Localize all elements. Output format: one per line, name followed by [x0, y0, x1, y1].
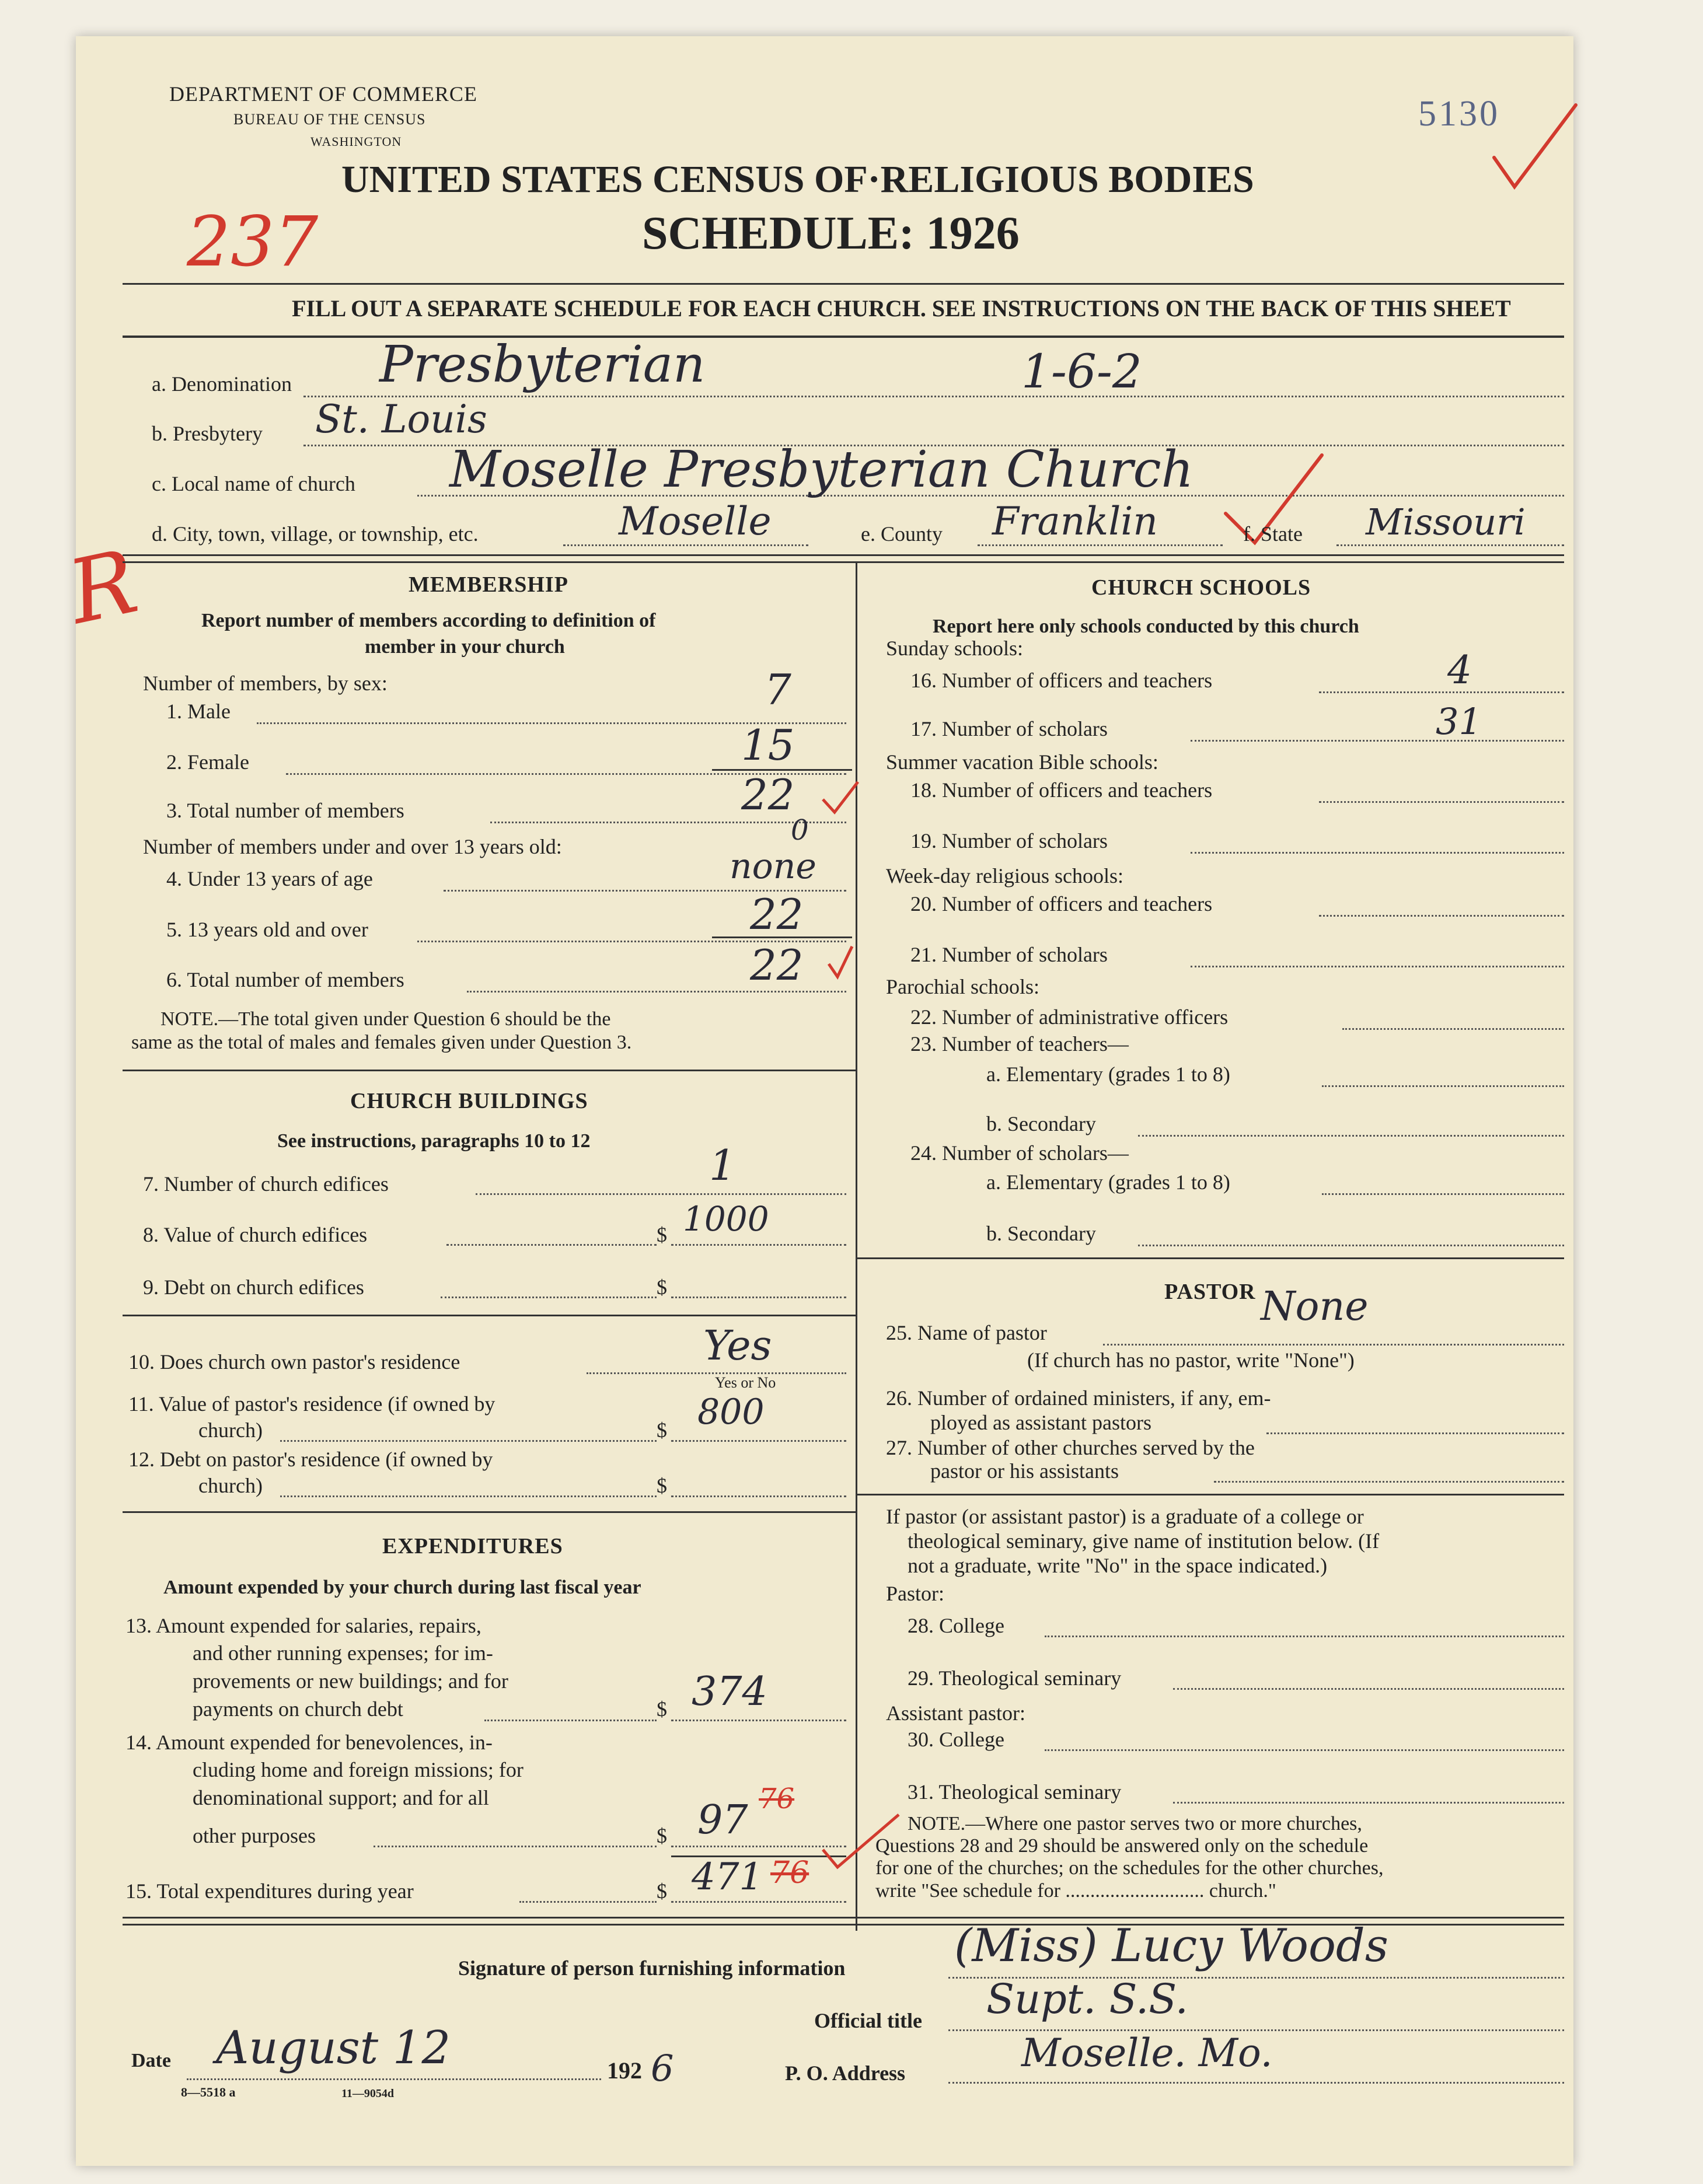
q17-label: 17. Number of scholars: [910, 717, 1108, 740]
pastor-note: write "See schedule for ............................ church.": [875, 1880, 1276, 1902]
q10-value[interactable]: Yes: [703, 1322, 772, 1369]
q17-value[interactable]: 31: [1436, 700, 1482, 743]
q13-label: provements or new buildings; and for: [193, 1669, 508, 1693]
print-number: 11—9054d: [341, 2087, 395, 2100]
yes-no-hint: Yes or No: [715, 1374, 776, 1391]
q11-amount-line: [671, 1440, 846, 1442]
divider: [123, 336, 1564, 338]
graduate-instruction: not a graduate, write "No" in the space indicated.): [908, 1554, 1328, 1577]
q29-label: 29. Theological seminary: [908, 1666, 1122, 1690]
q14-label: cluding home and foreign missions; for: [193, 1758, 524, 1781]
q15-line: [519, 1901, 657, 1903]
schedule-title: SCHEDULE: 1926: [642, 208, 1020, 259]
po-address-label: P. O. Address: [785, 2061, 906, 2085]
q19-line: [1191, 852, 1564, 854]
q6-value[interactable]: 22: [750, 941, 804, 990]
q6-line: [467, 991, 846, 993]
q14-struck-value: 76: [759, 1783, 795, 1815]
q10-label: 10. Does church own pastor's residence: [128, 1350, 460, 1374]
q8-dollar: $: [657, 1223, 667, 1246]
membership-intro: member in your church: [365, 636, 565, 658]
q8-amount-line: [671, 1244, 846, 1246]
pastor-note: Questions 28 and 29 should be answered only on the schedule: [875, 1835, 1369, 1857]
q23-label: 23. Number of teachers—: [910, 1032, 1129, 1056]
pastor-note: NOTE.—Where one pastor serves two or more churches,: [908, 1813, 1362, 1834]
official-title-value[interactable]: Supt. S.S.: [986, 1975, 1188, 2023]
city-header: WASHINGTON: [310, 134, 402, 149]
city-value[interactable]: Moselle: [619, 499, 772, 544]
graduate-instruction: theological seminary, give name of institution below. (If: [908, 1529, 1380, 1553]
column-divider: [856, 561, 857, 1931]
red-check-mark: [817, 776, 864, 817]
denomination-code[interactable]: 1-6-2: [1021, 344, 1142, 399]
church-name-value[interactable]: Moselle Presbyterian Church: [449, 441, 1194, 499]
sunday-schools-label: Sunday schools:: [886, 637, 1024, 660]
pastor-note: for one of the churches; on the schedules for the other churches,: [875, 1857, 1384, 1879]
assistant-pastor-subheading: Assistant pastor:: [886, 1701, 1025, 1725]
expenditures-sub: Amount expended by your church during last fiscal year: [163, 1577, 641, 1598]
q31-line: [1173, 1802, 1564, 1804]
divider: [123, 554, 1564, 556]
membership-note: NOTE.—The total given under Question 6 should be the: [160, 1008, 611, 1030]
po-address-value[interactable]: Moselle. Mo.: [1021, 2031, 1273, 2075]
q12-label: 12. Debt on pastor's residence (if owned by: [128, 1448, 493, 1471]
q11-dollar: $: [657, 1418, 667, 1442]
q22-label: 22. Number of administrative officers: [910, 1005, 1229, 1029]
q4-zero: 0: [791, 814, 809, 847]
members-by-age-label: Number of members under and over 13 years old:: [143, 835, 562, 858]
q1-value[interactable]: 7: [765, 665, 791, 714]
membership-heading: MEMBERSHIP: [409, 572, 568, 597]
q26-line: [1266, 1432, 1564, 1434]
q24b-label: b. Secondary: [986, 1222, 1096, 1245]
q12-dollar: $: [657, 1474, 667, 1497]
q22-line: [1342, 1028, 1564, 1030]
q8-value[interactable]: 1000: [683, 1199, 769, 1239]
schools-sub: Report here only schools conducted by this church: [933, 616, 1359, 637]
buildings-sub: See instructions, paragraphs 10 to 12: [277, 1130, 591, 1152]
q15-value[interactable]: 471: [692, 1855, 763, 1899]
q5-value[interactable]: 22: [750, 890, 804, 939]
q27-label: 27. Number of other churches served by the: [886, 1436, 1255, 1459]
q7-line: [476, 1193, 846, 1195]
red-check-mark: [1482, 99, 1587, 198]
q15-amount-line: [671, 1901, 846, 1903]
po-address-line: [948, 2082, 1564, 2084]
q9-amount-line: [671, 1297, 846, 1298]
sum-line: [712, 937, 852, 938]
state-value[interactable]: Missouri: [1366, 501, 1526, 543]
q12-label: church): [198, 1474, 263, 1497]
divider: [856, 1494, 1564, 1495]
q14-label: denominational support; and for all: [193, 1786, 489, 1809]
q26-label: 26. Number of ordained ministers, if any, em-: [886, 1386, 1271, 1410]
q26-label: ployed as assistant pastors: [930, 1411, 1151, 1434]
department-header: DEPARTMENT OF COMMERCE: [169, 82, 477, 106]
q17-line: [1191, 740, 1564, 742]
city-line: [563, 544, 808, 546]
q7-value[interactable]: 1: [709, 1141, 736, 1190]
q11-label: church): [198, 1418, 263, 1442]
q13-dollar: $: [657, 1697, 667, 1721]
q28-line: [1045, 1636, 1564, 1637]
form-number: 8—5518 a: [181, 2085, 236, 2099]
q12-amount-line: [671, 1495, 846, 1497]
members-by-sex-label: Number of members, by sex:: [143, 672, 388, 695]
q30-line: [1045, 1749, 1564, 1751]
presbytery-value[interactable]: St. Louis: [315, 397, 487, 442]
denomination-line: [303, 396, 1564, 397]
year-value[interactable]: 6: [651, 2047, 674, 2089]
q4-label: 4. Under 13 years of age: [166, 867, 373, 890]
q29-line: [1173, 1688, 1564, 1690]
state-label: f. State: [1243, 522, 1303, 546]
q13-amount-line: [671, 1720, 846, 1721]
q13-label: 13. Amount expended for salaries, repairs,: [125, 1614, 481, 1637]
q20-label: 20. Number of officers and teachers: [910, 892, 1213, 915]
red-letter-r: R: [60, 531, 146, 644]
membership-note: same as the total of males and females given under Question 3.: [131, 1032, 632, 1053]
q24a-line: [1322, 1193, 1564, 1195]
q14-dollar: $: [657, 1824, 667, 1847]
q9-dollar: $: [657, 1276, 667, 1299]
form-instruction: FILL OUT A SEPARATE SCHEDULE FOR EACH CHURCH. SEE INSTRUCTIONS ON THE BACK OF THIS SHEET: [292, 295, 1511, 322]
q4-value[interactable]: none: [730, 846, 816, 887]
city-label: d. City, town, village, or township, etc.: [152, 522, 479, 546]
q9-line: [441, 1297, 657, 1298]
q13-line: [484, 1720, 657, 1721]
denomination-label: a. Denomination: [152, 372, 292, 396]
pastor-heading: PASTOR: [1164, 1280, 1256, 1304]
q28-label: 28. College: [908, 1614, 1004, 1637]
q14-label: other purposes: [193, 1824, 316, 1847]
q15-dollar: $: [657, 1879, 667, 1903]
q9-label: 9. Debt on church edifices: [143, 1276, 364, 1299]
q21-label: 21. Number of scholars: [910, 943, 1108, 966]
q24b-line: [1138, 1245, 1564, 1246]
q24-label: 24. Number of scholars—: [910, 1141, 1129, 1165]
membership-intro: Report number of members according to definition of: [201, 610, 656, 631]
q25-value[interactable]: None: [1261, 1284, 1369, 1330]
q5-label: 5. 13 years old and over: [166, 918, 368, 941]
q24a-label: a. Elementary (grades 1 to 8): [986, 1170, 1230, 1194]
signature-value[interactable]: (Miss) Lucy Woods: [954, 1920, 1388, 1972]
q14-value[interactable]: 97: [697, 1797, 748, 1843]
divider: [123, 561, 1564, 563]
county-line: [978, 544, 1223, 546]
q7-label: 7. Number of church edifices: [143, 1172, 389, 1196]
denomination-value[interactable]: Presbyterian: [379, 336, 706, 394]
q12-line: [280, 1495, 657, 1497]
q27-line: [1214, 1481, 1564, 1483]
form-title: UNITED STATES CENSUS OF·RELIGIOUS BODIES: [341, 158, 1254, 201]
parochial-schools-label: Parochial schools:: [886, 975, 1039, 998]
q2-value[interactable]: 15: [741, 721, 795, 770]
weekday-schools-label: Week-day religious schools:: [886, 864, 1124, 887]
pastor-subheading: Pastor:: [886, 1582, 945, 1605]
signature-label: Signature of person furnishing information: [458, 1956, 846, 1980]
q15-struck-value: 76: [770, 1855, 809, 1891]
date-line: [187, 2078, 601, 2080]
divider: [123, 1917, 1564, 1919]
q11-label: 11. Value of pastor's residence (if owned by: [128, 1392, 495, 1416]
q23b-line: [1138, 1135, 1564, 1137]
q2-label: 2. Female: [166, 750, 249, 774]
red-file-number: 237: [187, 201, 319, 282]
q19-label: 19. Number of scholars: [910, 829, 1108, 852]
q18-line: [1319, 801, 1564, 803]
q13-label: payments on church debt: [193, 1697, 403, 1721]
divider: [123, 1070, 856, 1071]
divider: [123, 1511, 856, 1513]
year-prefix: 192: [607, 2057, 642, 2084]
q11-value[interactable]: 800: [697, 1392, 765, 1432]
q31-label: 31. Theological seminary: [908, 1780, 1122, 1804]
q20-line: [1319, 915, 1564, 917]
q16-value[interactable]: 4: [1447, 648, 1472, 693]
schools-heading: CHURCH SCHOOLS: [1091, 575, 1311, 600]
q16-line: [1319, 691, 1564, 693]
q25-note: (If church has no pastor, write "None"): [1027, 1348, 1355, 1372]
q30-label: 30. College: [908, 1728, 1004, 1751]
q15-label: 15. Total expenditures during year: [125, 1879, 414, 1903]
expenditures-heading: EXPENDITURES: [382, 1534, 563, 1558]
q27-label: pastor or his assistants: [930, 1459, 1119, 1483]
graduate-instruction: If pastor (or assistant pastor) is a graduate of a college or: [886, 1505, 1364, 1528]
divider: [123, 1315, 856, 1316]
q25-line: [1103, 1344, 1564, 1346]
church-name-label: c. Local name of church: [152, 472, 355, 495]
q23a-line: [1322, 1085, 1564, 1087]
summer-schools-label: Summer vacation Bible schools:: [886, 750, 1158, 774]
q3-label: 3. Total number of members: [166, 799, 404, 822]
county-value[interactable]: Franklin: [992, 499, 1158, 544]
q6-label: 6. Total number of members: [166, 968, 404, 991]
q8-label: 8. Value of church edifices: [143, 1223, 368, 1246]
state-line: [1336, 544, 1564, 546]
q25-label: 25. Name of pastor: [886, 1321, 1047, 1344]
q3-value[interactable]: 22: [741, 770, 795, 819]
q16-label: 16. Number of officers and teachers: [910, 669, 1213, 692]
presbytery-label: b. Presbytery: [152, 422, 263, 445]
bureau-header: BUREAU OF THE CENSUS: [233, 111, 426, 128]
divider: [123, 283, 1564, 285]
q18-label: 18. Number of officers and teachers: [910, 778, 1213, 802]
date-label: Date: [131, 2050, 171, 2071]
q23a-label: a. Elementary (grades 1 to 8): [986, 1063, 1230, 1086]
q8-line: [446, 1244, 657, 1246]
q11-line: [280, 1440, 657, 1442]
date-value[interactable]: August 12: [216, 2022, 451, 2074]
county-label: e. County: [861, 522, 943, 546]
q21-line: [1191, 966, 1564, 967]
stamp-number: 5130: [1418, 94, 1500, 134]
divider: [856, 1257, 1564, 1259]
buildings-heading: CHURCH BUILDINGS: [350, 1089, 588, 1113]
q14-line: [374, 1846, 657, 1847]
official-title-label: Official title: [814, 2009, 922, 2032]
q1-label: 1. Male: [166, 700, 231, 723]
q13-label: and other running expenses; for im-: [193, 1641, 493, 1665]
q14-label: 14. Amount expended for benevolences, in-: [125, 1731, 493, 1754]
q23b-label: b. Secondary: [986, 1112, 1096, 1135]
red-check-mark: [823, 941, 858, 981]
q13-value[interactable]: 374: [692, 1669, 767, 1715]
